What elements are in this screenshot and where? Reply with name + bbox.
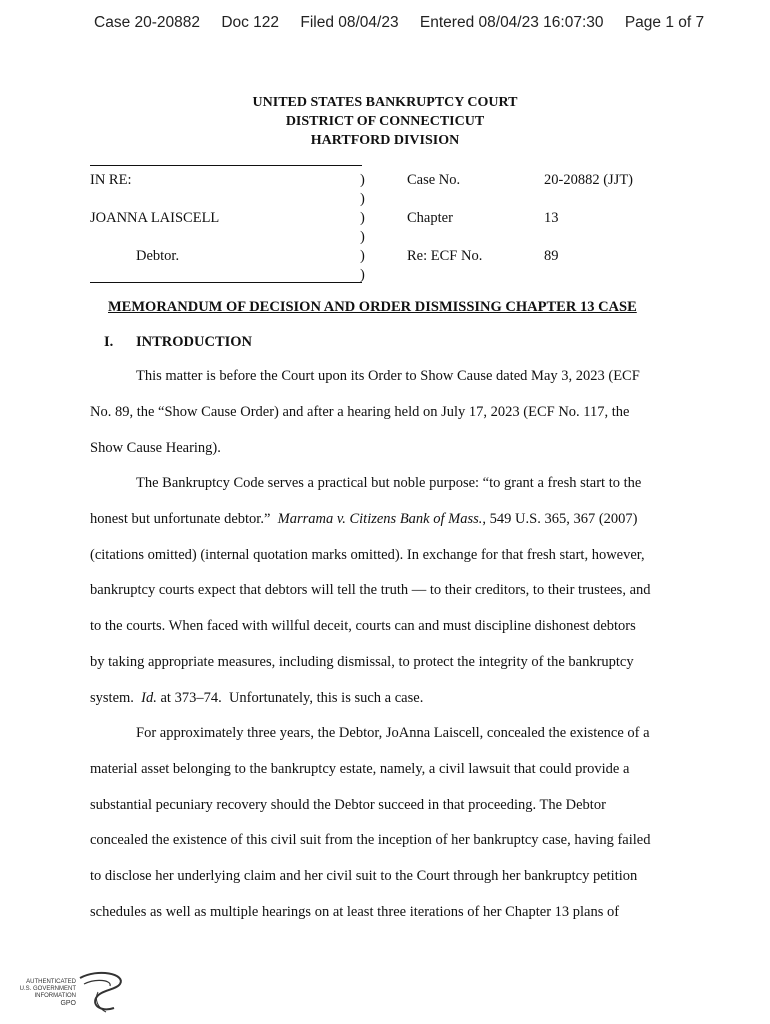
body-line: (citations omitted) (internal quotation marks omitted). In exchange for that fresh start, however, <box>90 547 645 563</box>
body-line: to disclose her underlying claim and her civil suit to the Court through her bankruptcy petition <box>90 868 638 884</box>
case-number-header: Case 20-20882 <box>94 14 200 31</box>
case-citation: Marrama v. Citizens Bank of Mass. <box>277 511 483 527</box>
caption-paren: ) <box>360 172 365 188</box>
doc-number-header: Doc 122 <box>221 14 280 31</box>
body-line: substantial pecuniary recovery should the Debtor succeed in that proceeding. The Debtor <box>90 797 606 813</box>
caption-top-rule <box>90 165 362 166</box>
caption-paren: ) <box>360 229 365 245</box>
document-title: MEMORANDUM OF DECISION AND ORDER DISMISSING CHAPTER 13 CASE <box>108 299 637 315</box>
caption-paren: ) <box>360 191 365 207</box>
chapter-label: Chapter <box>407 210 453 226</box>
seal-text: GPO <box>60 1000 76 1007</box>
court-division: HARTFORD DIVISION <box>310 133 460 148</box>
caption-bottom-rule <box>90 282 362 283</box>
court-district: DISTRICT OF CONNECTICUT <box>285 114 485 129</box>
caption-paren: ) <box>360 267 365 283</box>
body-text: system. <box>90 690 142 706</box>
gpo-authentication-seal <box>19 970 140 1016</box>
body-line <box>90 511 637 528</box>
case-no-label: Case No. <box>407 172 461 188</box>
seal-text: AUTHENTICATED <box>26 979 76 985</box>
chapter-value: 13 <box>544 210 559 226</box>
body-line: bankruptcy courts expect that debtors will tell the truth — to their creditors, to their trustees, and <box>90 582 651 598</box>
body-text: at 373–74. Unfortunately, this is such a case. <box>156 690 424 706</box>
filing-header <box>94 14 704 32</box>
page-number-header: Page 1 of 7 <box>624 14 705 31</box>
body-line: Show Cause Hearing). <box>90 440 221 456</box>
case-no-value: 20-20882 (JJT) <box>544 172 634 188</box>
court-name: UNITED STATES BANKRUPTCY COURT <box>252 95 518 110</box>
body-line <box>90 690 423 707</box>
seal-text: INFORMATION <box>34 993 76 999</box>
id-citation: Id. <box>141 690 157 706</box>
debtor-label: Debtor. <box>136 248 180 264</box>
section-heading: INTRODUCTION <box>136 334 253 350</box>
eagle-icon <box>80 973 121 1009</box>
caption-paren: ) <box>360 210 365 226</box>
debtor-name: JOANNA LAISCELL <box>90 210 220 226</box>
body-text: honest but unfortunate debtor.” <box>90 511 278 527</box>
body-line: by taking appropriate measures, including dismissal, to protect the integrity of the bankruptcy <box>90 654 634 670</box>
body-line: schedules as well as multiple hearings on at least three iterations of her Chapter 13 plans of <box>90 904 620 920</box>
body-text: , 549 U.S. 365, 367 (2007) <box>482 511 638 527</box>
body-line: The Bankruptcy Code serves a practical but noble purpose: “to grant a fresh start to the <box>136 475 642 491</box>
in-re-label: IN RE: <box>90 172 132 188</box>
eagle-wing-icon <box>84 980 110 986</box>
body-line: concealed the existence of this civil suit from the inception of her bankruptcy case, having failed <box>90 832 651 848</box>
section-number: I. <box>104 334 114 350</box>
caption-paren: ) <box>360 248 365 264</box>
body-line: to the courts. When faced with willful deceit, courts can and must discipline dishonest debtors <box>90 618 636 634</box>
seal-text: U.S. GOVERNMENT <box>19 986 76 992</box>
body-line: For approximately three years, the Debtor, JoAnna Laiscell, concealed the existence of a <box>136 725 650 741</box>
ecf-label: Re: ECF No. <box>407 248 483 264</box>
body-line: material asset belonging to the bankruptcy estate, namely, a civil lawsuit that could provide a <box>90 761 630 777</box>
body-line: This matter is before the Court upon its Order to Show Cause dated May 3, 2023 (ECF <box>136 368 640 384</box>
filed-date-header: Filed 08/04/23 <box>300 14 399 31</box>
entered-date-header: Entered 08/04/23 16:07:30 <box>419 14 604 31</box>
body-line: No. 89, the “Show Cause Order) and after a hearing held on July 17, 2023 (ECF No. 117, the <box>90 404 630 420</box>
ecf-value: 89 <box>544 248 559 264</box>
